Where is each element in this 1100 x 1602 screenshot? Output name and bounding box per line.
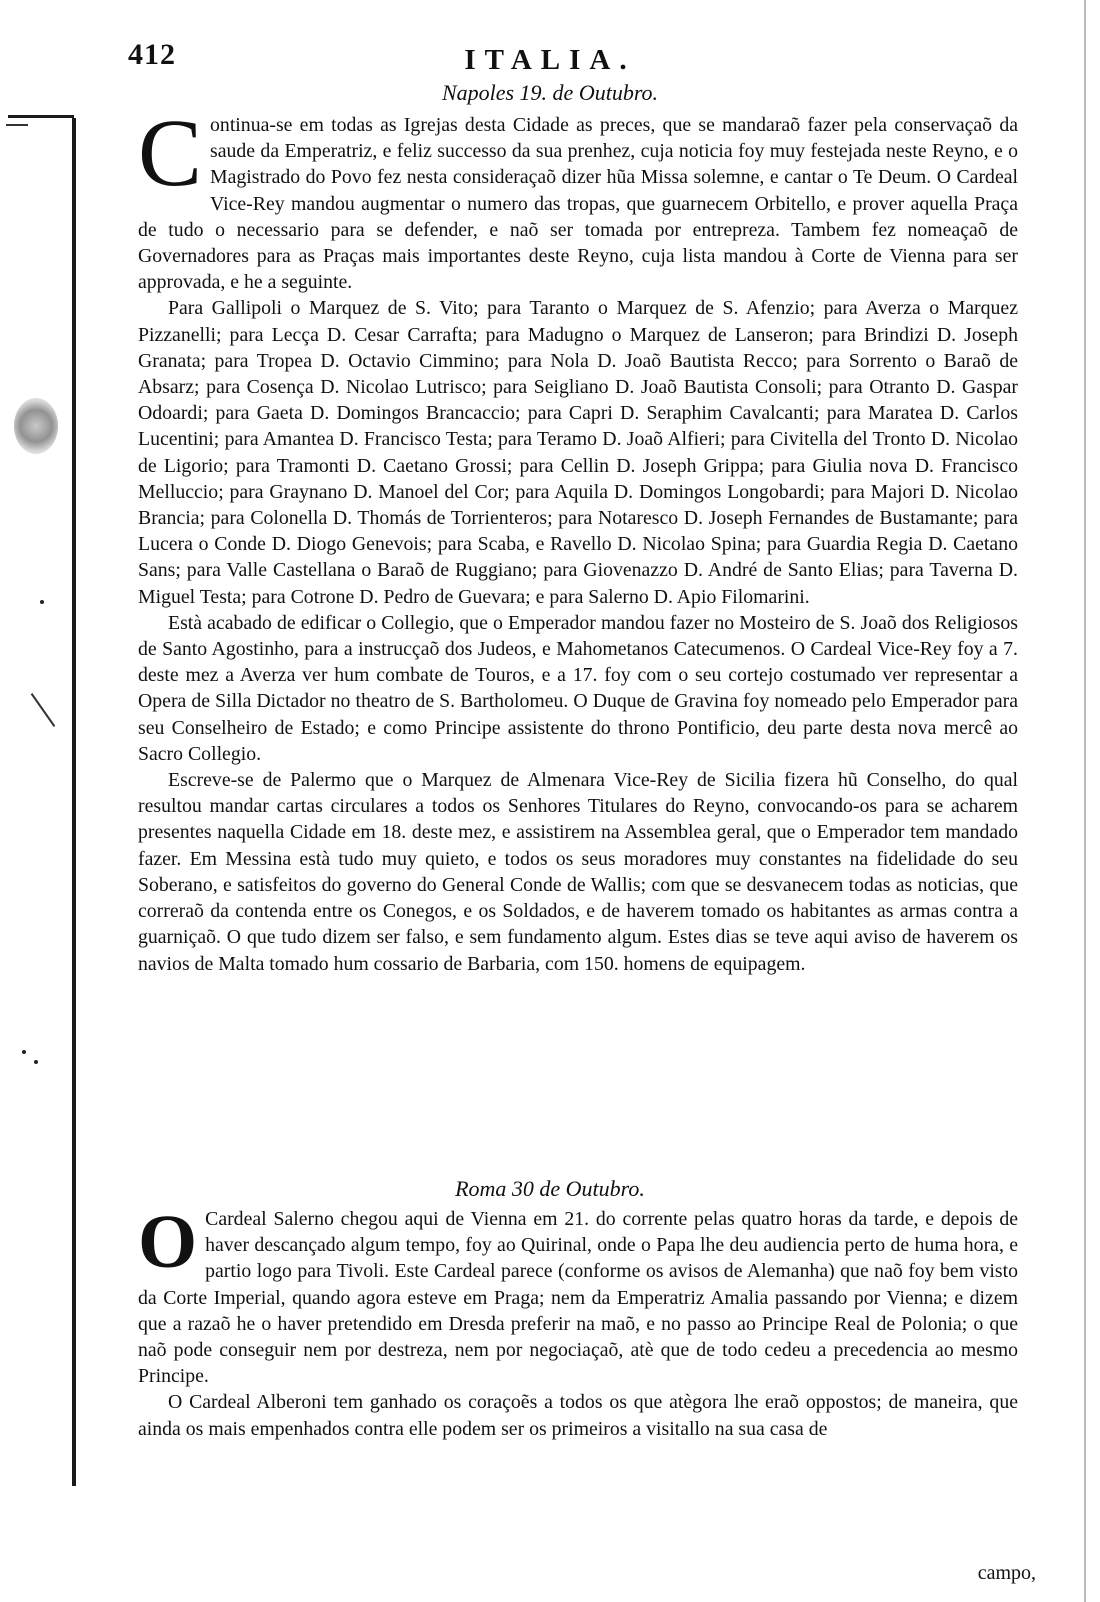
- scan-artifact-binding-line: [72, 118, 76, 1486]
- article-roma: [138, 1200, 1018, 1442]
- paragraph-1-text: ontinua-se em todas as Igrejas desta Cidade as preces, que se mandaraõ fazer pela conservaçaõ da saude da Emperatriz, e feliz successo da sua prenhez, cuja noticia foy muy festejada neste Reyno, e o Magistrado do Povo fez nesta consideraçaõ dizer hũa Missa solemne, e cantar o Te Deum. O Cardeal Vice-Rey mandou augmentar o numero das tropas, que guarnecem Orbitello, e prover aquella Praça de tudo o necessario para se defender, e naõ ser tomada por entrepreza. Tambem fez nomeaçaõ de Governadores para as Praças mais importantes deste Reyno, cuja lista mandou à Corte de Vienna para ser approvada, e he a seguinte.: [138, 114, 1018, 294]
- scan-artifact-dot: [40, 600, 44, 604]
- scan-artifact-hook-small: [6, 124, 28, 126]
- drop-cap: C: [138, 99, 203, 206]
- dateline-roma: Roma 30 de Outubro.: [455, 1176, 645, 1201]
- page-title: ITALIA.: [464, 44, 636, 76]
- paragraph-salerno: [138, 1200, 1018, 1389]
- scan-artifact-blot: [14, 398, 58, 454]
- paragraph-salerno-text: Cardeal Salerno chegou aqui de Vienna em 21. do corrente pelas quatro horas da tarde, e depois de haver descançado algum tempo, foy ao Quirinal, onde o Papa lhe deu audiencia perto de huma hora, e partio logo para Tivoli. Este Cardeal parece (conforme os avisos de Alemanha) que naõ foy bem visto da Corte Imperial, quando agora esteve em Praga; nem da Emperatriz Amalia passando por Vienna; e dizem que a razaõ he o haver pretendido em Dresda preferir na maõ, e no passo ao Principe Real de Polonia; o que naõ pode conseguir nem por destreza, nem por negociaçaõ, atè que de todo cedeu a precedencia ao mesmo Principe.: [138, 1208, 1018, 1388]
- scan-artifact-hook: [8, 115, 74, 118]
- paragraph-palermo: Escreve-se de Palermo que o Marquez de Almenara Vice-Rey de Sicilia fizera hũ Conselho, do qual resultou mandar cartas circulares a todos os Senhores Titulares do Reyno, convocando-os para se acharem presentes naquella Cidade em 18. deste mez, e assistirem na Assemblea geral, que o Emperador tem mandado fazer. Em Messina està tudo muy quieto, e todos os seus moradores muy constantes na fidelidade do seu Soberano, e satisfeitos do governo do General Conde de Wallis; com que se desvanecem todas as noticias, que correraõ da contenda entre os Conegos, e os Soldados, e de haverem tomado os habitantes as armas contra a guarniçaõ. O que tudo dizem ser falso, e sem fundamento algum. Estes dias se teve aqui aviso de haverem os navios de Malta tomado hum cossario de Barbaria, com 150. homens de equipagem.: [138, 769, 1018, 975]
- scan-artifact-stroke: [31, 693, 56, 727]
- scan-artifact-dot: [22, 1050, 26, 1054]
- page-edge: [1084, 0, 1086, 1602]
- scan-artifact-dot: [34, 1060, 38, 1064]
- catchword: campo,: [977, 1562, 1036, 1584]
- page-number: 412: [128, 38, 176, 71]
- article-napoles: [138, 99, 1018, 977]
- paragraph-1: [138, 99, 1018, 295]
- paragraph-alberoni: O Cardeal Alberoni tem ganhado os coraçoẽs a todos os que atègora lhe eraõ oppostos; de maneira, que ainda os mais empenhados contra elle podem ser os primeiros a visitallo na sua casa de: [138, 1391, 1018, 1440]
- drop-cap: O: [138, 1200, 198, 1284]
- paragraph-collegio: Està acabado de edificar o Collegio, que o Emperador mandou fazer no Mosteiro de S. Joaõ dos Religiosos de Santo Agostinho, para a instrucçaõ dos Judeos, e Mahometanos Catecumenos. O Cardeal Vice-Rey foy a 7. deste mez a Averza ver hum combate de Touros, e a 17. foy com o seu cortejo costumado ver representar a Opera de Silla Dictador no theatro de S. Bartholomeu. O Duque de Gravina foy nomeado pelo Emperador para seu Conselheiro de Estado; e como Principe assistente do throno Pontificio, deu parte desta nova mercê ao Sacro Collegio.: [138, 611, 1018, 765]
- paragraph-governors: Para Gallipoli o Marquez de S. Vito; para Taranto o Marquez de S. Afenzio; para Averza o Marquez Pizzanelli; para Lecça D. Cesar Carrafta; para Madugno o Marquez de Lanseron; para Brindizi D. Joseph Granata; para Tropea D. Octavio Cimmino; para Nola D. Joaõ Bautista Recco; para Sorrento o Baraõ de Absarz; para Cosença D. Nicolao Lutrisco; para Seigliano D. Joaõ Bautista Consoli; para Otranto D. Gaspar Odoardi; para Gaeta D. Domingos Brancaccio; para Capri D. Seraphim Cavalcanti; para Maratea D. Carlos Lucentini; para Amantea D. Francisco Testa; para Teramo D. Joaõ Alfieri; para Civitella del Tronto D. Nicolao de Ligorio; para Tramonti D. Caetano Grossi; para Cellin D. Joseph Grippa; para Giulia nova D. Francisco Melluccio; para Graynano D. Manoel del Cor; para Aquila D. Domingos Longobardi; para Majori D. Nicolao Brancia; para Colonella D. Thomás de Torrienteros; para Notaresco D. Joseph Fernandes de Bustamante; para Lucera o Conde D. Diogo Genevois; para Scaba, e Ravello D. Nicolao Spina; para Guardia Regia D. Caetano Sans; para Valle Castellana o Baraõ de Ruggiano; para Giovenazzo D. André de Santo Elias; para Taverna D. Miguel Testa; para Cotrone D. Pedro de Guevara; e para Salerno D. Apio Filomarini.: [138, 297, 1018, 608]
- dateline-napoles: Napoles 19. de Outubro.: [441, 80, 659, 105]
